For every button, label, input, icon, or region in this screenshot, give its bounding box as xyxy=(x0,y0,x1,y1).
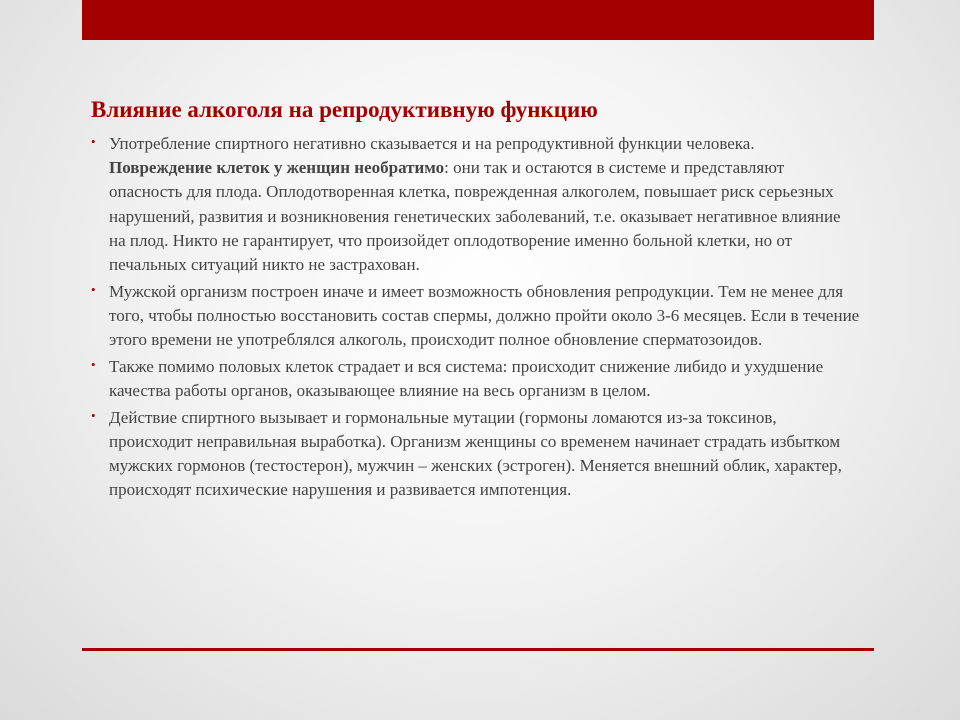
bullet-text: Действие спиртного вызывает и гормональные мутации (гормоны ломаются из-за токсинов, происходит неправильная выработка). Организм женщины со временем начинает страдать избытком мужских гормонов (тестостерон), мужчин – женских (эстроген). Меняется внешний облик, характер, происходят психические нарушения и развивается импотенция. xyxy=(109,407,842,500)
bullet-text-emphasis: Повреждение клеток у женщин необратимо xyxy=(109,158,445,178)
bullet-marker: • xyxy=(91,407,96,423)
bullet-item-alcohol-reproductive xyxy=(91,132,861,277)
bullet-item-whole-system xyxy=(91,355,861,403)
bottom-divider-line xyxy=(82,648,874,651)
bullet-item-hormonal xyxy=(91,406,861,503)
bullet-text-intro: Употребление спиртного негативно сказывается и на репродуктивной функции человека. xyxy=(109,134,755,153)
top-accent-bar xyxy=(82,0,874,40)
bullet-marker: • xyxy=(91,134,96,149)
bullet-text: Также помимо половых клеток страдает и вся система: происходит снижение либидо и ухудшение качества работы органов, оказывающее влияние на весь организм в целом. xyxy=(109,356,824,401)
bullet-list xyxy=(91,132,861,505)
bullet-item-male-organism xyxy=(91,280,861,353)
bullet-text: Мужской организм построен иначе и имеет возможность обновления репродукции. Тем не менее для того, чтобы полностью восстановить состав спермы, должно пройти около 3-6 месяцев. Если в течение этого времени не употреблялся алкоголь, происходит полное обновление сперматозоидов. xyxy=(109,281,860,350)
bullet-text-continuation: : они так и остаются в системе и представляют опасность для плода. Оплодотворенная клетка, поврежденная алкоголем, повышает риск серьезных нарушений, развития и возникновения генетических заболеваний, т.е. оказывает негативное влияние на плод. Никто не гарантирует, что произойдет оплодотворение именно больной клетки, но от печальных ситуаций никто не застрахован. xyxy=(109,158,841,275)
bullet-marker: • xyxy=(91,356,96,372)
bullet-marker: • xyxy=(91,281,96,297)
slide-title: Влияние алкоголя на репродуктивную функцию xyxy=(91,97,598,122)
